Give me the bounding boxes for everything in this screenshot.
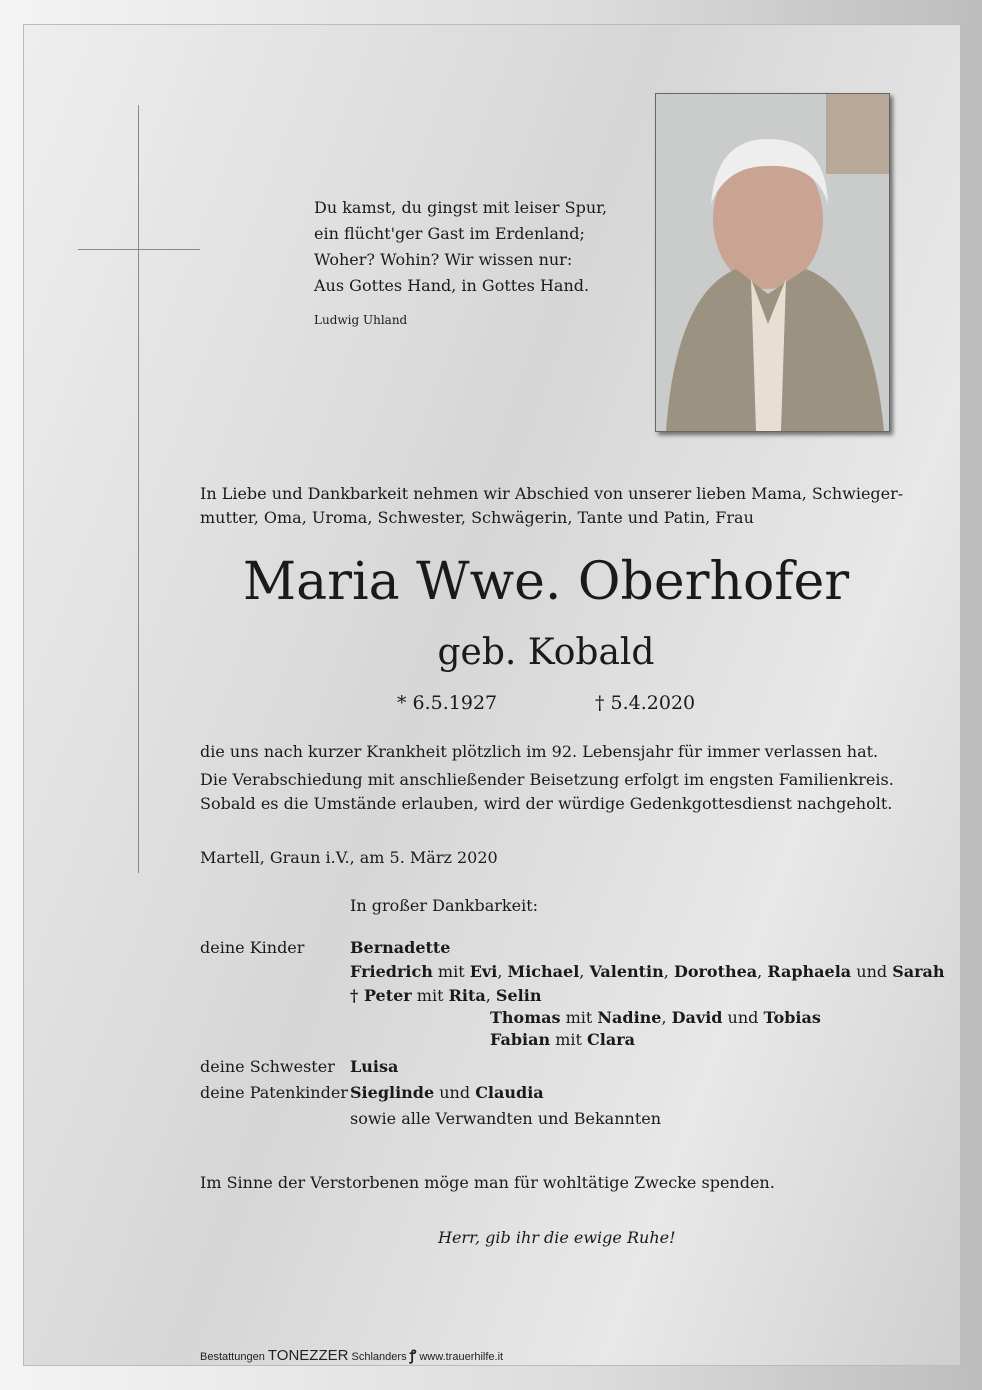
family-line (490, 1030, 635, 1049)
family-name: Evi (469, 962, 498, 981)
family-name: Michael (507, 962, 580, 981)
place-date: Martell, Graun i.V., am 5. März 2020 (200, 848, 498, 867)
conj: mit (560, 1008, 598, 1027)
donation-note: Im Sinne der Verstorbenen möge man für wohltätige Zwecke spenden. (200, 1173, 775, 1192)
closing-prayer: Herr, gib ihr die ewige Ruhe! (438, 1228, 676, 1247)
others-line: sowie alle Verwandten und Bekannten (350, 1109, 662, 1128)
poem-line: Aus Gottes Hand, in Gottes Hand. (314, 276, 590, 295)
family-name: Friedrich (350, 962, 433, 981)
family-name: Bernadette (350, 938, 451, 957)
gratitude-heading: In großer Dankbarkeit: (350, 896, 539, 915)
conj: und (851, 962, 893, 981)
family-name: Nadine (597, 1008, 662, 1027)
footer (200, 1346, 503, 1365)
body-text (200, 740, 894, 816)
intro-text (200, 482, 903, 530)
death-date: † 5.4.2020 (595, 692, 696, 714)
footer-prefix: Bestattungen (200, 1351, 265, 1363)
conj: und (434, 1083, 476, 1102)
family-line (350, 962, 945, 981)
poem-author: Ludwig Uhland (314, 313, 408, 327)
footer-town: Schlanders (351, 1351, 407, 1363)
poem-line: Woher? Wohin? Wir wissen nur: (314, 250, 573, 269)
footer-company: TONEZZER (267, 1347, 349, 1364)
conj: , (757, 962, 768, 981)
footer-url[interactable]: www.trauerhilfe.it (419, 1351, 504, 1363)
family-line (350, 1057, 398, 1076)
conj: , (661, 1008, 672, 1027)
family-line (350, 1083, 544, 1102)
birth-date: * 6.5.1927 (397, 692, 498, 714)
family-line (350, 986, 541, 1005)
godchildren-label: deine Patenkinder (200, 1083, 348, 1102)
family-name: Valentin (589, 962, 664, 981)
poem (314, 195, 607, 299)
conj: mit (411, 986, 449, 1005)
intro-line: In Liebe und Dankbarkeit nehmen wir Abschied von unserer lieben Mama, Schwieger- (200, 484, 904, 503)
family-name: Thomas (490, 1008, 561, 1027)
conj: , (485, 986, 496, 1005)
family-name: Dorothea (673, 962, 758, 981)
family-name: Luisa (350, 1057, 399, 1076)
conj: mit (432, 962, 470, 981)
funeral-logo-icon: ꝭ (409, 1347, 417, 1363)
conj: , (497, 962, 508, 981)
conj: und (722, 1008, 764, 1027)
sister-label: deine Schwester (200, 1057, 335, 1076)
family-name: Raphaela (767, 962, 852, 981)
children-label: deine Kinder (200, 938, 305, 957)
family-name: David (671, 1008, 723, 1027)
deceased-name: Maria Wwe. Oberhofer (242, 552, 850, 612)
family-name: Fabian (490, 1030, 551, 1049)
body-line: Die Verabschiedung mit anschließender Beisetzung erfolgt im engsten Familienkreis. (200, 770, 894, 789)
family-name: † Peter (350, 986, 412, 1005)
body-line: die uns nach kurzer Krankheit plötzlich im 92. Lebensjahr für immer verlassen hat. (200, 742, 879, 761)
family-line (350, 938, 450, 957)
intro-line: mutter, Oma, Uroma, Schwester, Schwägerin, Tante und Patin, Frau (200, 508, 754, 527)
cross-icon-vertical (138, 105, 139, 873)
family-line (490, 1008, 821, 1027)
poem-line: Du kamst, du gingst mit leiser Spur, (314, 198, 608, 217)
family-name: Clara (587, 1030, 635, 1049)
body-line: Sobald es die Umstände erlauben, wird der würdige Gedenkgottesdienst nachgeholt. (200, 794, 893, 813)
conj: , (663, 962, 674, 981)
family-name: Rita (448, 986, 486, 1005)
poem-line: ein flücht'ger Gast im Erdenland; (314, 224, 585, 243)
family-name: Tobias (763, 1008, 821, 1027)
family-name: Selin (495, 986, 542, 1005)
portrait-photo (655, 93, 890, 432)
family-name: Sarah (892, 962, 945, 981)
family-name: Sieglinde (350, 1083, 435, 1102)
family-name: Claudia (475, 1083, 544, 1102)
conj: mit (550, 1030, 588, 1049)
maiden-name: geb. Kobald (437, 632, 655, 673)
cross-icon-horizontal (78, 249, 200, 250)
conj: , (579, 962, 590, 981)
